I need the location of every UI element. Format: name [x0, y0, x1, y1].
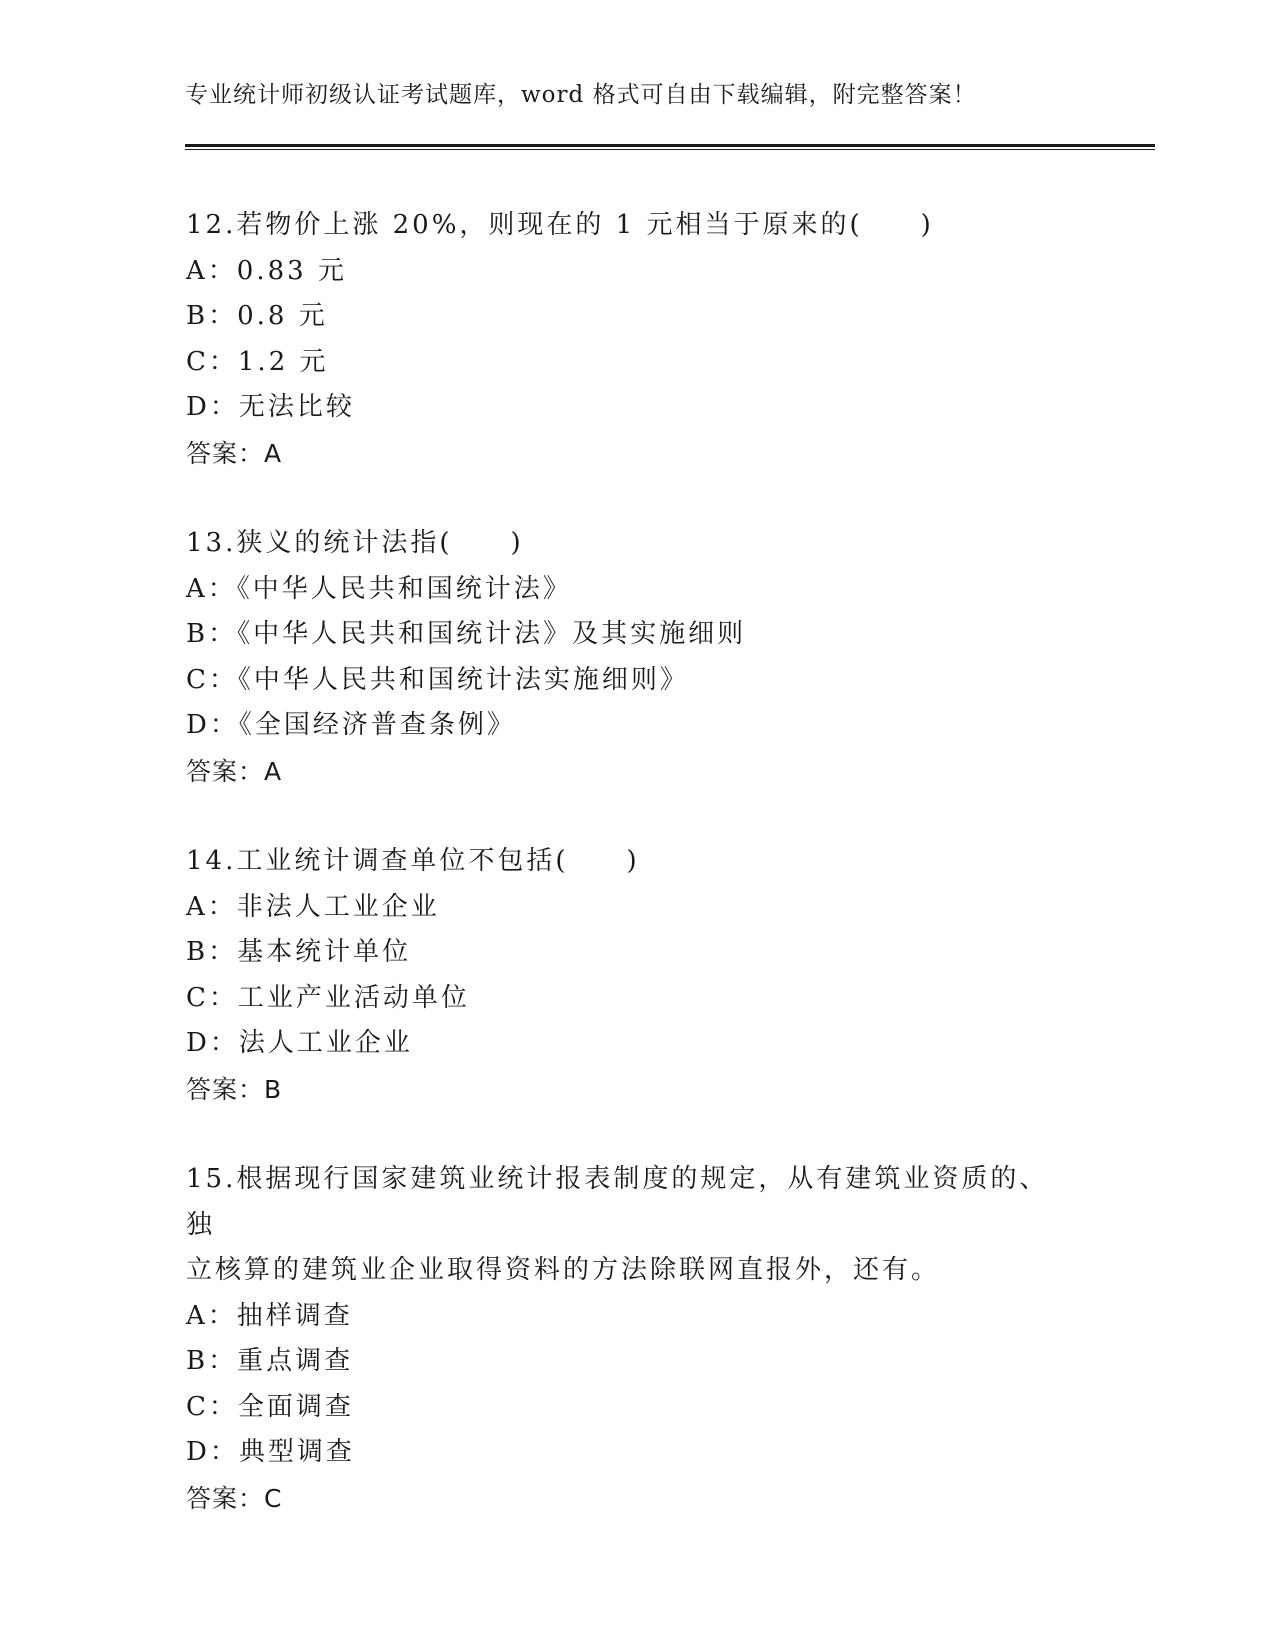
option-a: A：《中华人民共和国统计法》	[186, 573, 572, 604]
option-b: B：《中华人民共和国统计法》及其实施细则	[186, 619, 747, 649]
question-14	[186, 839, 1086, 1112]
question-stem: 12.若物价上涨 20%，则现在的 1 元相当于原来的( )	[186, 210, 934, 240]
question-13	[186, 521, 1086, 794]
header-divider	[185, 144, 1155, 150]
answer-line: 答案：A	[186, 756, 283, 786]
question-stem-line-1: 15.根据现行国家建筑业统计报表制度的规定，从有建筑业资质的、独	[186, 1164, 1049, 1240]
option-c: C：工业产业活动单位	[186, 982, 470, 1013]
header-divider-thin	[185, 149, 1155, 150]
header-divider-thick	[185, 144, 1155, 147]
option-c: C：全面调查	[186, 1391, 354, 1422]
option-b: B：0.8 元	[186, 301, 328, 331]
answer-line: 答案：C	[186, 1483, 283, 1513]
option-a: A：0.83 元	[186, 255, 347, 286]
option-d: D：典型调查	[186, 1437, 355, 1467]
option-b: B：重点调查	[186, 1346, 354, 1376]
question-list	[186, 203, 1086, 1566]
question-stem-line-2: 立核算的建筑业企业取得资料的方法除联网直报外，还有。	[186, 1255, 941, 1285]
option-b: B：基本统计单位	[186, 937, 412, 967]
option-c: C：《中华人民共和国统计法实施细则》	[186, 664, 689, 695]
question-15	[186, 1157, 1086, 1521]
answer-line: 答案：B	[186, 1074, 283, 1104]
option-d: D：无法比较	[186, 392, 355, 422]
option-a: A：非法人工业企业	[186, 891, 440, 922]
option-a: A：抽样调查	[186, 1300, 353, 1331]
option-d: D：《全国经济普查条例》	[186, 710, 516, 740]
question-stem: 13.狭义的统计法指( )	[186, 528, 524, 558]
answer-line: 答案：A	[186, 438, 283, 468]
question-12	[186, 203, 1086, 476]
option-c: C：1.2 元	[186, 346, 329, 377]
document-header: 专业统计师初级认证考试题库，word 格式可自由下载编辑，附完整答案！	[185, 82, 977, 108]
option-d: D：法人工业企业	[186, 1028, 413, 1058]
question-stem: 14.工业统计调查单位不包括( )	[186, 846, 640, 876]
